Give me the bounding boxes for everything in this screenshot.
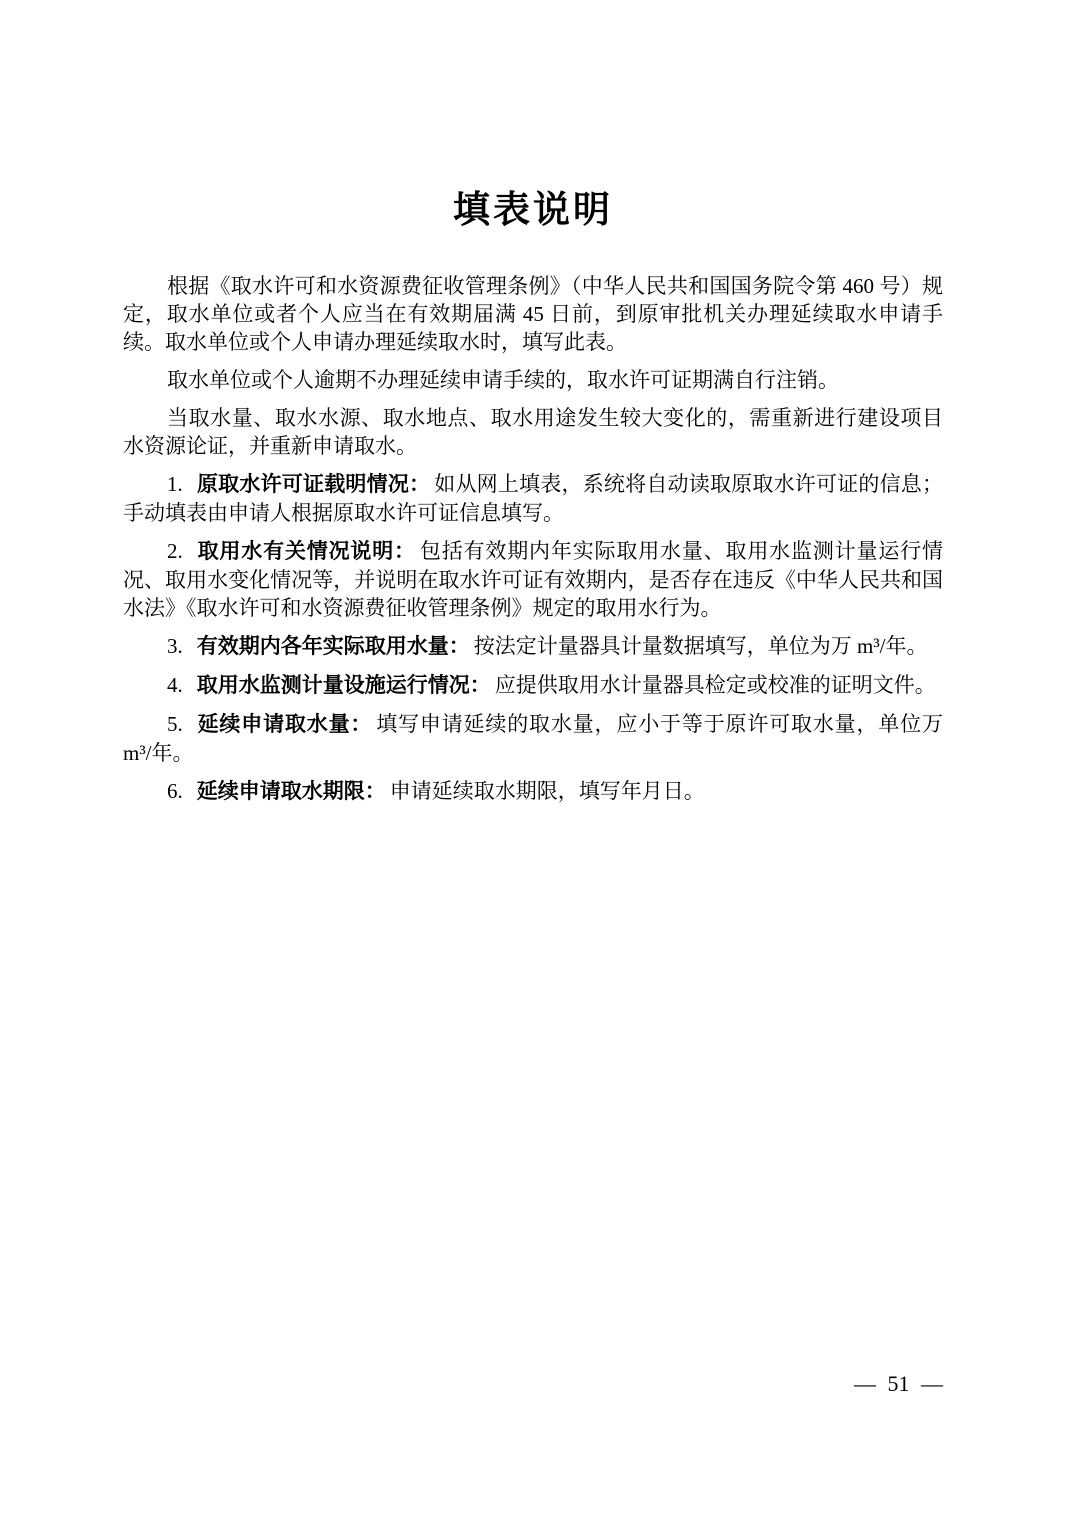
intro-paragraph-2: 取水单位或个人逾期不办理延续申请手续的，取水许可证期满自行注销。 <box>167 368 839 392</box>
item-text: 包括有效期内年实际取用水量、取用水监测计量运行情况、取用水变化情况等，并说明在取水许可证有效期内，是否存在违反《中华人民共和国水法》《取水许可和水资源费征收管理条例》规定的取用水行为。 <box>123 539 943 620</box>
item-heading: 原取水许可证载明情况： <box>196 473 431 496</box>
item-number: 2. <box>167 539 183 563</box>
page-title: 填表说明 <box>453 189 613 230</box>
item-heading: 有效期内各年实际取用水量： <box>196 635 470 658</box>
page-number: — 51 — <box>854 1371 943 1396</box>
document-content <box>123 0 943 806</box>
list-item-2 <box>123 537 943 622</box>
item-heading: 取用水有关情况说明： <box>196 540 416 563</box>
item-number: 5. <box>167 712 183 736</box>
item-number: 1. <box>167 472 183 496</box>
list-item-6 <box>123 777 943 806</box>
intro-paragraph-3: 当取水量、取水水源、取水地点、取水用途发生较大变化的，需重新进行建设项目水资源论证，并重新申请取水。 <box>123 406 943 458</box>
item-text: 如从网上填表，系统将自动读取原取水许可证的信息；手动填表由申请人根据原取水许可证信息填写。 <box>123 472 944 525</box>
item-text: 应提供取用水计量器具检定或校准的证明文件。 <box>494 673 936 697</box>
list-item-4 <box>123 671 943 700</box>
item-text: 申请延续取水期限，填写年月日。 <box>389 779 705 803</box>
item-heading: 取用水监测计量设施运行情况： <box>196 674 491 697</box>
list-item-5 <box>123 710 943 767</box>
list-item-3 <box>123 632 943 661</box>
item-number: 6. <box>167 779 183 803</box>
list-item-1 <box>123 470 943 527</box>
item-text: 按法定计量器具计量数据填写，单位为万 m³/年。 <box>473 634 928 658</box>
item-heading: 延续申请取水量： <box>196 713 373 736</box>
item-text: 填写申请延续的取水量，应小于等于原许可取水量，单位万 m³/年。 <box>123 712 944 765</box>
item-heading: 延续申请取水期限： <box>196 780 386 803</box>
item-number: 3. <box>167 634 183 658</box>
intro-paragraph-1: 根据《取水许可和水资源费征收管理条例》（中华人民共和国国务院令第 460 号）规定，取水单位或者个人应当在有效期届满 45 日前，到原审批机关办理延续取水申请手续。取水单位或个人申请办理延续取水时，填写此表。 <box>123 274 943 354</box>
item-number: 4. <box>167 673 183 697</box>
